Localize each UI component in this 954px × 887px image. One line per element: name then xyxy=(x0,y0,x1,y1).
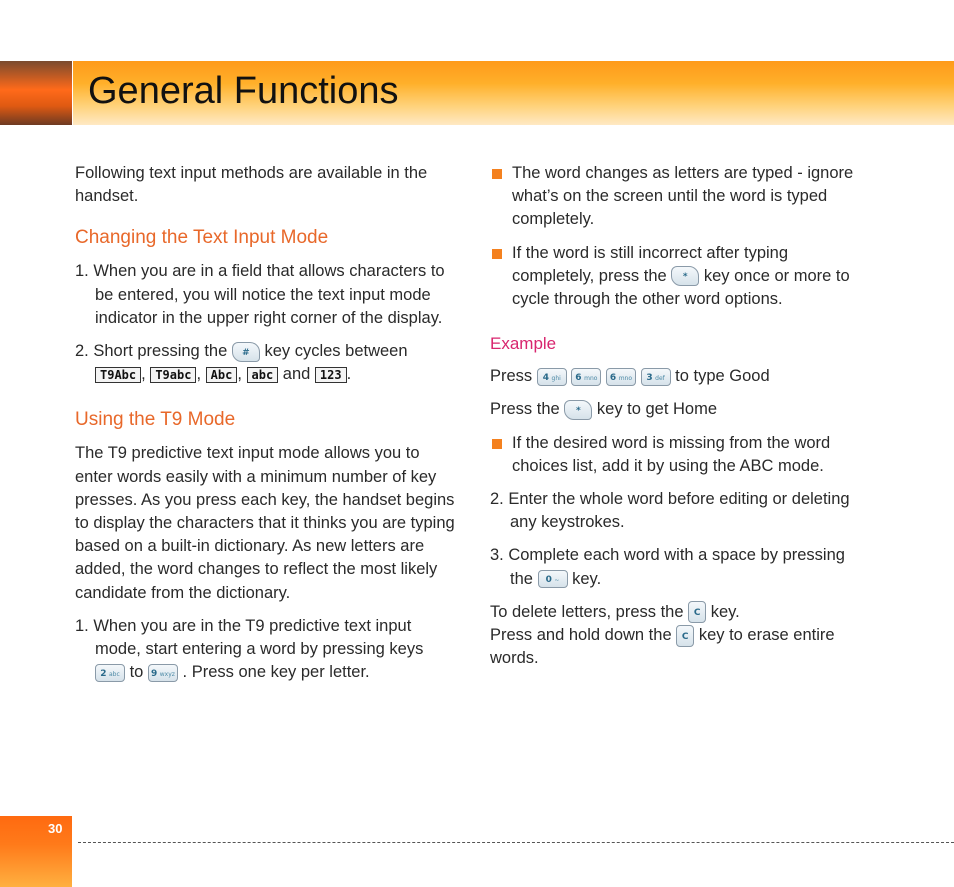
bullet-still-incorrect: If the word is still incorrect after typing completely, press the * key once or more to cycle through the other word options. xyxy=(490,242,870,312)
header-tab xyxy=(0,61,72,125)
mode-abc-upper: Abc xyxy=(206,367,238,383)
key-6-icon: 6 mno xyxy=(571,368,601,386)
hash-key-icon: # xyxy=(232,342,260,362)
hold-to-erase: Press and hold down the C key to erase entire words. xyxy=(490,626,835,668)
heading-t9-mode: Using the T9 Mode xyxy=(75,409,236,431)
heading-changing-mode: Changing the Text Input Mode xyxy=(75,227,329,249)
mode-123: 123 xyxy=(315,367,347,383)
mode-abc-lower: abc xyxy=(247,367,279,383)
example-get-home: Press the * key to get Home xyxy=(490,400,718,419)
intro-paragraph: Following text input methods are available in the handset. xyxy=(75,164,428,206)
example-type-good: Press 4 ghi 6 mno 6 mno 3 def to type Good xyxy=(490,367,770,386)
t9-description: The T9 predictive text input mode allows you to enter words easily with a minimum number of key presses. As you press each key, the handset begins to display the characters that it thinks you are typing based on a built-in dictionary. As new letters are added, the word changes to reflect the most likely candidate from the dictionary. xyxy=(75,444,455,602)
step-2-text-b: key cycles between xyxy=(264,342,408,361)
key-6-icon: 6 mno xyxy=(606,368,636,386)
footer-dashed-rule xyxy=(78,842,954,843)
t9-step-1: 1. When you are in the T9 predictive text input mode, start entering a word by pressing keys 2 abc to 9 wxyz . Press one key per letter. xyxy=(75,616,424,682)
page-number: 30 xyxy=(48,821,63,836)
key-0-icon: 0 ~ xyxy=(538,570,568,588)
star-key-icon: * xyxy=(564,400,592,420)
bullet-word-changes: The word changes as letters are typed - ignore what’s on the screen until the word is typed completely. xyxy=(490,162,870,232)
page-title: General Functions xyxy=(88,70,399,112)
bullet-square-icon xyxy=(492,439,502,449)
mode-t9-abc-lower: T9abc xyxy=(150,367,196,383)
bullet-square-icon xyxy=(492,249,502,259)
key-9-icon: 9 wxyz xyxy=(148,664,178,682)
right-column xyxy=(490,162,870,670)
step-2-short-press: 2. Short pressing the # key cycles between T9Abc , T9abc , Abc , abc and 123 . xyxy=(75,342,408,384)
star-key-icon: * xyxy=(671,266,699,286)
bullet-word-missing: If the desired word is missing from the word choices list, add it by using the ABC mode. xyxy=(490,432,870,478)
bullet-square-icon xyxy=(492,169,502,179)
key-4-icon: 4 ghi xyxy=(537,368,567,386)
step-2-text-a: 2. Short pressing the xyxy=(75,342,228,361)
key-3-icon: 3 def xyxy=(641,368,671,386)
clear-key-icon: C xyxy=(688,601,706,623)
delete-letters: To delete letters, press the C key. xyxy=(490,601,870,624)
step-1-mode-indicator: 1. When you are in a field that allows characters to be entered, you will notice the text input mode indicator in the upper right corner of the display. xyxy=(75,262,445,327)
key-2-icon: 2 abc xyxy=(95,664,125,682)
heading-example: Example xyxy=(490,334,557,354)
step-3-complete-word: 3. Complete each word with a space by pressing the 0 ~ key. xyxy=(490,546,845,588)
step-2-enter-word: 2. Enter the whole word before editing or deleting any keystrokes. xyxy=(490,490,850,532)
clear-key-icon: C xyxy=(676,625,694,647)
left-column xyxy=(75,162,455,684)
mode-t9-abc-upper: T9Abc xyxy=(95,367,141,383)
